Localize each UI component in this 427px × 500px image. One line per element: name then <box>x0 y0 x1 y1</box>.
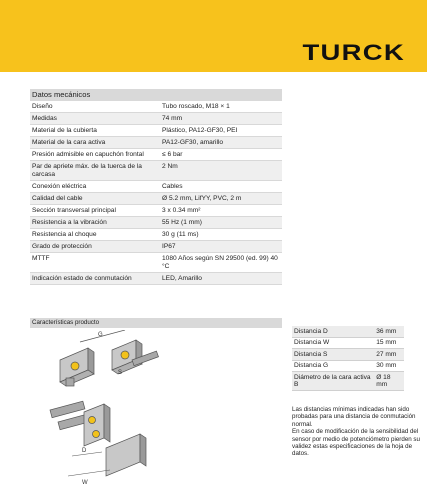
turck-logo: TURCK <box>302 40 405 65</box>
table-row <box>30 101 282 113</box>
table-row <box>292 337 404 349</box>
table-row <box>30 161 282 181</box>
row-label: Distancia W <box>292 337 374 349</box>
row-label: Distancia S <box>292 349 374 361</box>
label-s: S <box>118 370 123 376</box>
row-value: Ø 5.2 mm, LifYY, PVC, 2 m <box>160 193 282 205</box>
row-value: LED, Amarillo <box>160 273 282 285</box>
note-paragraph-1: Las distancias mínimas indicadas han sido probadas para una distancia de conmutación normal. <box>292 406 416 428</box>
row-value: Plástico, PA12-GF30, PEI <box>160 125 282 137</box>
row-label: Par de apriete máx. de la tuerca de la carcasa <box>30 161 160 181</box>
row-label: Resistencia a la vibración <box>30 217 160 229</box>
table-row <box>292 360 404 372</box>
row-label: Diseño <box>30 101 160 113</box>
row-value: ≤ 6 bar <box>160 149 282 161</box>
label-d: D <box>82 448 87 454</box>
table-row <box>292 326 404 337</box>
row-label: Resistencia al choque <box>30 229 160 241</box>
row-value: Ø 18 mm <box>374 372 404 391</box>
row-label: MTTF <box>30 253 160 273</box>
row-label: Material de la cara activa <box>30 137 160 149</box>
row-label: Sección transversal principal <box>30 205 160 217</box>
note-paragraph-2: En caso de modificación de la sensibilidad del sensor por medio de potenciómetro pierden su validez estas especificaciones de la hoja de datos. <box>292 428 420 458</box>
table-row <box>30 253 282 273</box>
product-section-title: Características producto <box>30 318 282 328</box>
table-row <box>30 181 282 193</box>
table-row <box>30 125 282 137</box>
upper-sensor-pair <box>60 330 158 386</box>
row-label: Distancia G <box>292 360 374 372</box>
distance-note <box>292 406 420 458</box>
distance-table <box>292 326 404 391</box>
row-label: Diámetro de la cara activa B <box>292 372 374 391</box>
table-row <box>30 113 282 125</box>
lower-sensor-pair <box>50 401 146 476</box>
row-value: Tubo roscado, M18 × 1 <box>160 101 282 113</box>
row-value: 15 mm <box>374 337 404 349</box>
row-value: 2 Nm <box>160 161 282 181</box>
row-value: 3 x 0.34 mm² <box>160 205 282 217</box>
row-label: Indicación estado de conmutación <box>30 273 160 285</box>
table-row <box>30 149 282 161</box>
section-title: Datos mecánicos <box>30 89 282 101</box>
row-label: Medidas <box>30 113 160 125</box>
row-value: PA12-GF30, amarillo <box>160 137 282 149</box>
row-value: 30 mm <box>374 360 404 372</box>
table-header-row <box>30 89 282 101</box>
row-value: IP67 <box>160 241 282 253</box>
table-row <box>30 217 282 229</box>
table-row <box>30 229 282 241</box>
row-label: Calidad del cable <box>30 193 160 205</box>
table-row <box>30 241 282 253</box>
row-value: 30 g (11 ms) <box>160 229 282 241</box>
row-label: Conexión eléctrica <box>30 181 160 193</box>
row-value: Cables <box>160 181 282 193</box>
row-value: 36 mm <box>374 326 404 337</box>
row-label: Presión admisible en capuchón frontal <box>30 149 160 161</box>
row-value: 74 mm <box>160 113 282 125</box>
table-row <box>30 137 282 149</box>
row-value: 55 Hz (1 mm) <box>160 217 282 229</box>
table-row <box>30 205 282 217</box>
label-w: W <box>82 480 88 486</box>
row-label: Material de la cubierta <box>30 125 160 137</box>
row-value: 1080 Años según SN 29500 (ed. 99) 40 °C <box>160 253 282 273</box>
table-row <box>30 193 282 205</box>
row-value: 27 mm <box>374 349 404 361</box>
mechanical-data-table <box>30 89 282 285</box>
table-row <box>30 273 282 285</box>
row-label: Grado de protección <box>30 241 160 253</box>
row-label: Distancia D <box>292 326 374 337</box>
mounting-distance-drawing <box>40 330 170 488</box>
label-g: G <box>98 332 103 338</box>
header-banner <box>0 0 427 72</box>
table-row <box>292 372 404 391</box>
table-row <box>292 349 404 361</box>
